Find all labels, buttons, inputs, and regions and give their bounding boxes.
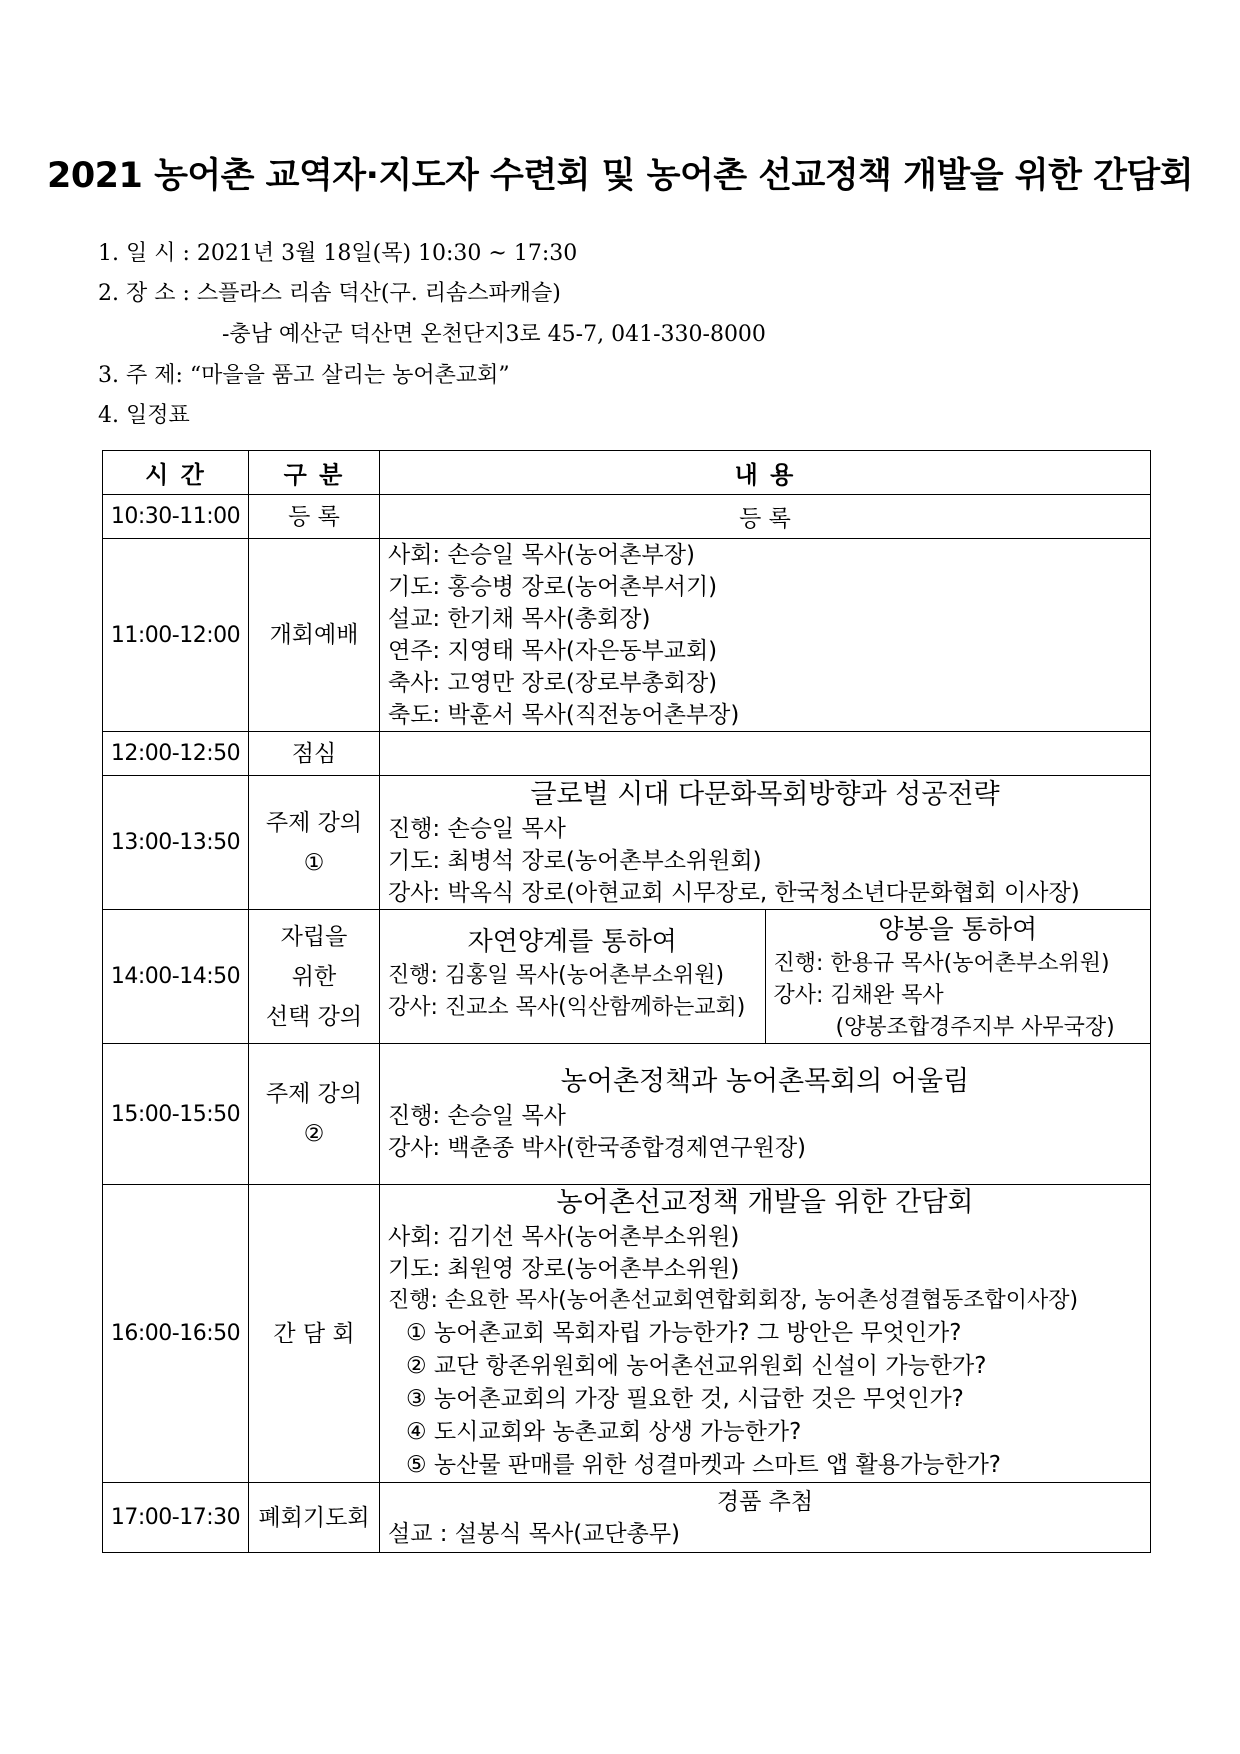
row-time: 16:00-16:50 <box>103 1185 249 1483</box>
row-time: 13:00-13:50 <box>103 776 249 910</box>
date-label: 1. 일 시 : <box>98 241 190 266</box>
row-category: 점심 <box>249 732 380 776</box>
row-time: 15:00-15:50 <box>103 1044 249 1185</box>
row-category <box>249 1044 380 1185</box>
question-item: ⑤ 농산물 판매를 위한 성결마켓과 스마트 앱 활용가능한가? <box>406 1452 1002 1478</box>
elective-right <box>765 910 1151 1043</box>
question-item: ① 농어촌교회 목회자립 가능한가? 그 방안은 무엇인가? <box>406 1320 962 1346</box>
category-line: 주제 강의 <box>265 1081 363 1107</box>
row-category: 등 록 <box>249 495 380 539</box>
row-time: 10:30-11:00 <box>103 495 249 539</box>
category-number: ① <box>303 849 325 876</box>
lecture-title: 글로벌 시대 다문화목회방향과 성공전략 <box>530 778 1000 810</box>
elective-split <box>380 910 1150 1043</box>
row-time: 12:00-12:50 <box>103 732 249 776</box>
content-line: 설교 : 설봉식 목사(교단총무) <box>388 1520 681 1547</box>
theme-label: 3. 주 제: <box>98 363 183 388</box>
question-item: ④ 도시교회와 농촌교회 상생 가능한가? <box>406 1419 802 1445</box>
content-line: 연주: 지영태 목사(자은동부교회) <box>388 638 718 664</box>
date-value: 2021년 3월 18일(목) 10:30 ~ 17:30 <box>196 241 578 266</box>
content-line: 진행: 손승일 목사 <box>388 1103 566 1129</box>
forum-title: 농어촌선교정책 개발을 위한 간담회 <box>556 1187 974 1218</box>
content-line: 진행: 한용규 목사(농어촌부소위원) <box>773 951 1110 976</box>
category-line: 위한 <box>291 963 337 990</box>
question-item: ③ 농어촌교회의 가장 필요한 것, 시급한 것은 무엇인가? <box>406 1386 964 1412</box>
place-value: 스플라스 리솜 덕산(구. 리솜스파캐슬) <box>196 281 561 306</box>
row-category <box>249 776 380 910</box>
info-theme <box>98 358 510 389</box>
row-content <box>380 1483 1151 1553</box>
place-label: 2. 장 소 : <box>98 281 190 306</box>
table-row <box>103 1185 1151 1483</box>
document-title: 2021 농어촌 교역자·지도자 수련회 및 농어촌 선교정책 개발을 위한 간담회 <box>46 156 1194 196</box>
table-row <box>103 732 1151 776</box>
row-content <box>380 732 1151 776</box>
info-place <box>98 276 561 307</box>
category-line: 주제 강의 <box>265 809 363 836</box>
content-line: (양봉조합경주지부 사무국장) <box>835 1015 1115 1040</box>
content-line: 강사: 김채완 목사 <box>773 983 944 1008</box>
table-row <box>103 495 1151 539</box>
category-number: ② <box>303 1121 325 1147</box>
table-row <box>103 910 1151 1044</box>
row-content <box>380 495 1151 539</box>
lecture-title: 농어촌정책과 농어촌목회의 어울림 <box>560 1066 970 1097</box>
info-date <box>98 236 577 267</box>
schedule-table <box>102 450 1151 1553</box>
prize-draw: 경품 추첨 <box>716 1488 814 1515</box>
table-header-row <box>103 451 1151 495</box>
row-category: 폐회기도회 <box>249 1483 380 1553</box>
content-line: 설교: 한기채 목사(총회장) <box>388 606 651 632</box>
header-time: 시 간 <box>103 451 249 495</box>
question-item: ② 교단 항존위원회에 농어촌선교위원회 신설이 가능한가? <box>406 1353 987 1379</box>
content-line: 사회: 김기선 목사(농어촌부소위원) <box>388 1224 740 1250</box>
row-time: 17:00-17:30 <box>103 1483 249 1553</box>
content-line: 진행: 손요한 목사(농어촌선교회연합회회장, 농어촌성결협동조합이사장) <box>388 1288 1079 1313</box>
row-content <box>380 910 1151 1044</box>
header-category: 구 분 <box>249 451 380 495</box>
schedule-label: 4. 일정표 <box>98 403 190 428</box>
row-content <box>380 1185 1151 1483</box>
row-category: 간 담 회 <box>249 1185 380 1483</box>
content-line: 강사: 진교소 목사(익산함께하는교회) <box>388 995 746 1020</box>
content-line: 강사: 백춘종 박사(한국종합경제연구원장) <box>388 1135 807 1161</box>
content-line: 강사: 박옥식 장로(아현교회 시무장로, 한국청소년다문화협회 이사장) <box>388 879 1080 906</box>
header-content: 내 용 <box>380 451 1151 495</box>
content-line: 사회: 손승일 목사(농어촌부장) <box>388 542 695 568</box>
registration-text: 등 록 <box>739 506 791 532</box>
row-time: 14:00-14:50 <box>103 910 249 1044</box>
content-line: 진행: 김홍일 목사(농어촌부소위원) <box>388 963 725 988</box>
table-row <box>103 539 1151 732</box>
row-content <box>380 776 1151 910</box>
table-row <box>103 1483 1151 1553</box>
elective-left <box>380 910 765 1043</box>
row-category <box>249 910 380 1044</box>
row-time: 11:00-12:00 <box>103 539 249 732</box>
content-line: 축사: 고영만 장로(장로부총회장) <box>388 670 718 696</box>
row-content <box>380 539 1151 732</box>
theme-value: “마을을 품고 살리는 농어촌교회” <box>189 363 510 388</box>
row-content <box>380 1044 1151 1185</box>
info-address: -충남 예산군 덕산면 온천단지3로 45-7, 041-330-8000 <box>222 322 766 347</box>
table-row <box>103 776 1151 910</box>
content-line: 기도: 최원영 장로(농어촌부소위원) <box>388 1256 740 1282</box>
elective-right-title: 양봉을 통하여 <box>878 915 1038 945</box>
elective-left-title: 자연양계를 통하여 <box>467 927 677 957</box>
category-line: 선택 강의 <box>265 1003 363 1030</box>
category-line: 자립을 <box>280 923 348 950</box>
content-line: 기도: 최병석 장로(농어촌부소위원회) <box>388 847 762 874</box>
content-line: 기도: 홍승병 장로(농어촌부서기) <box>388 574 718 600</box>
content-line: 진행: 손승일 목사 <box>388 815 566 842</box>
row-category: 개회예배 <box>249 539 380 732</box>
table-row <box>103 1044 1151 1185</box>
content-line: 축도: 박훈서 목사(직전농어촌부장) <box>388 702 740 728</box>
